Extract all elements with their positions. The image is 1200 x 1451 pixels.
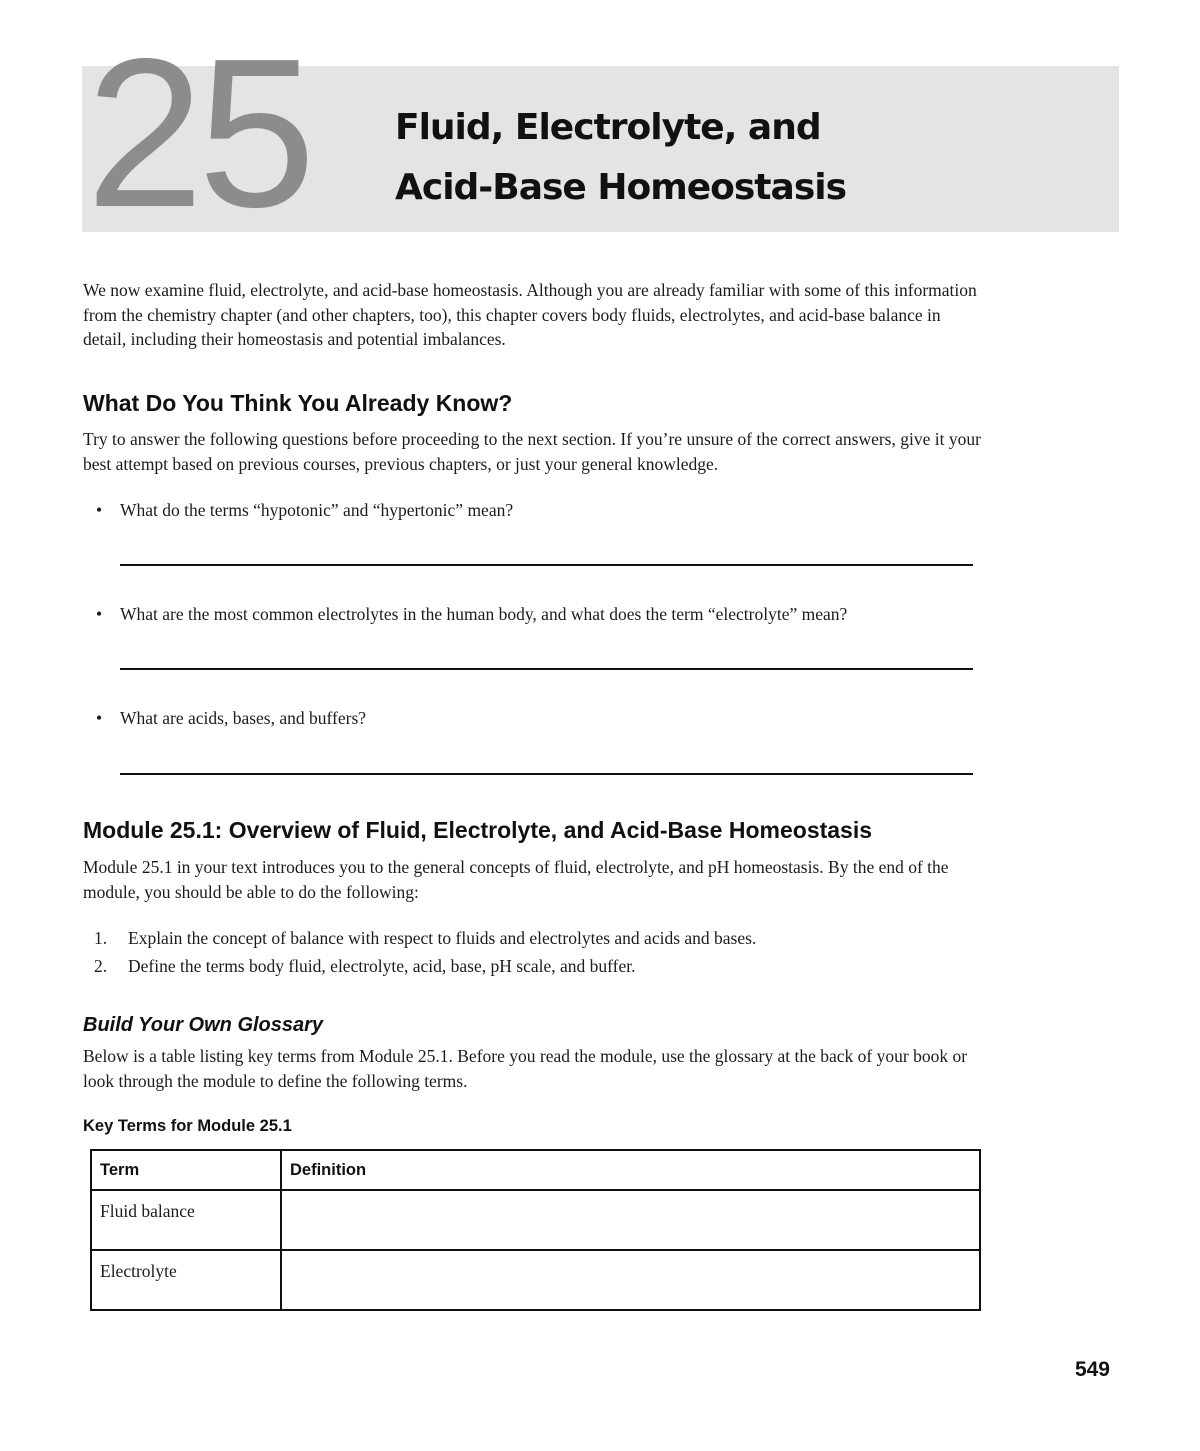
question-text: What are the most common electrolytes in the human body, and what does the term “electrolyte” mean? <box>120 604 848 624</box>
table-row <box>91 1250 980 1310</box>
objective-text: Explain the concept of balance with respect to fluids and electrolytes and acids and bases. <box>128 928 757 948</box>
term-cell: Electrolyte <box>91 1250 281 1310</box>
glossary-heading: Build Your Own Glossary <box>83 1014 324 1036</box>
definition-cell[interactable] <box>281 1250 980 1310</box>
definition-cell[interactable] <box>281 1190 980 1250</box>
bullet-icon: • <box>96 708 103 728</box>
module-heading: Module 25.1: Overview of Fluid, Electrolyte, and Acid-Base Homeostasis <box>83 817 873 843</box>
objective-number: 1. <box>94 928 108 948</box>
objective-item <box>94 954 974 979</box>
column-header-term: Term <box>91 1150 281 1190</box>
objective-text: Define the terms body fluid, electrolyte, acid, base, pH scale, and buffer. <box>128 956 636 976</box>
module-intro: Module 25.1 in your text introduces you to the general concepts of fluid, electrolyte, and pH homeostasis. By the end of the module, you should be able to do the following: <box>83 857 949 902</box>
table-caption: Key Terms for Module 25.1 <box>83 1117 292 1135</box>
table-row <box>91 1190 980 1250</box>
question-item <box>96 602 976 627</box>
question-text: What are acids, bases, and buffers? <box>120 708 367 728</box>
glossary-intro: Below is a table listing key terms from Module 25.1. Before you read the module, use the glossary at the back of your book or look through the module to define the following terms. <box>83 1046 968 1091</box>
bullet-icon: • <box>96 604 103 624</box>
chapter-title <box>395 98 1095 218</box>
chapter-title-line-1: Fluid, Electrolyte, and <box>395 107 821 148</box>
chapter-number: 25 <box>86 14 310 251</box>
answer-line[interactable] <box>120 564 973 566</box>
page-number: 549 <box>1074 1358 1110 1381</box>
key-terms-table <box>90 1149 981 1311</box>
answer-line[interactable] <box>120 773 973 775</box>
term-cell: Fluid balance <box>91 1190 281 1250</box>
answer-line[interactable] <box>120 668 973 670</box>
table-header-row <box>91 1150 980 1190</box>
already-know-instructions: Try to answer the following questions before proceeding to the next section. If you’re unsure of the correct answers, give it your best attempt based on previous courses, previous chapters, or just your general knowledge. <box>83 429 981 474</box>
question-text: What do the terms “hypotonic” and “hypertonic” mean? <box>120 500 514 520</box>
bullet-icon: • <box>96 500 103 520</box>
question-item <box>96 706 976 731</box>
column-header-definition: Definition <box>281 1150 980 1190</box>
question-item <box>96 498 976 523</box>
objective-number: 2. <box>94 956 108 976</box>
chapter-title-line-2: Acid-Base Homeostasis <box>395 167 847 208</box>
objective-item <box>94 926 974 951</box>
intro-paragraph: We now examine fluid, electrolyte, and acid-base homeostasis. Although you are already familiar with some of this information from the chemistry chapter (and other chapters, too), this chapter covers body fluids, electrolytes, and acid-base balance in detail, including their homeostasis and potential imbalances. <box>83 280 977 349</box>
section-heading-already-know: What Do You Think You Already Know? <box>83 390 513 416</box>
